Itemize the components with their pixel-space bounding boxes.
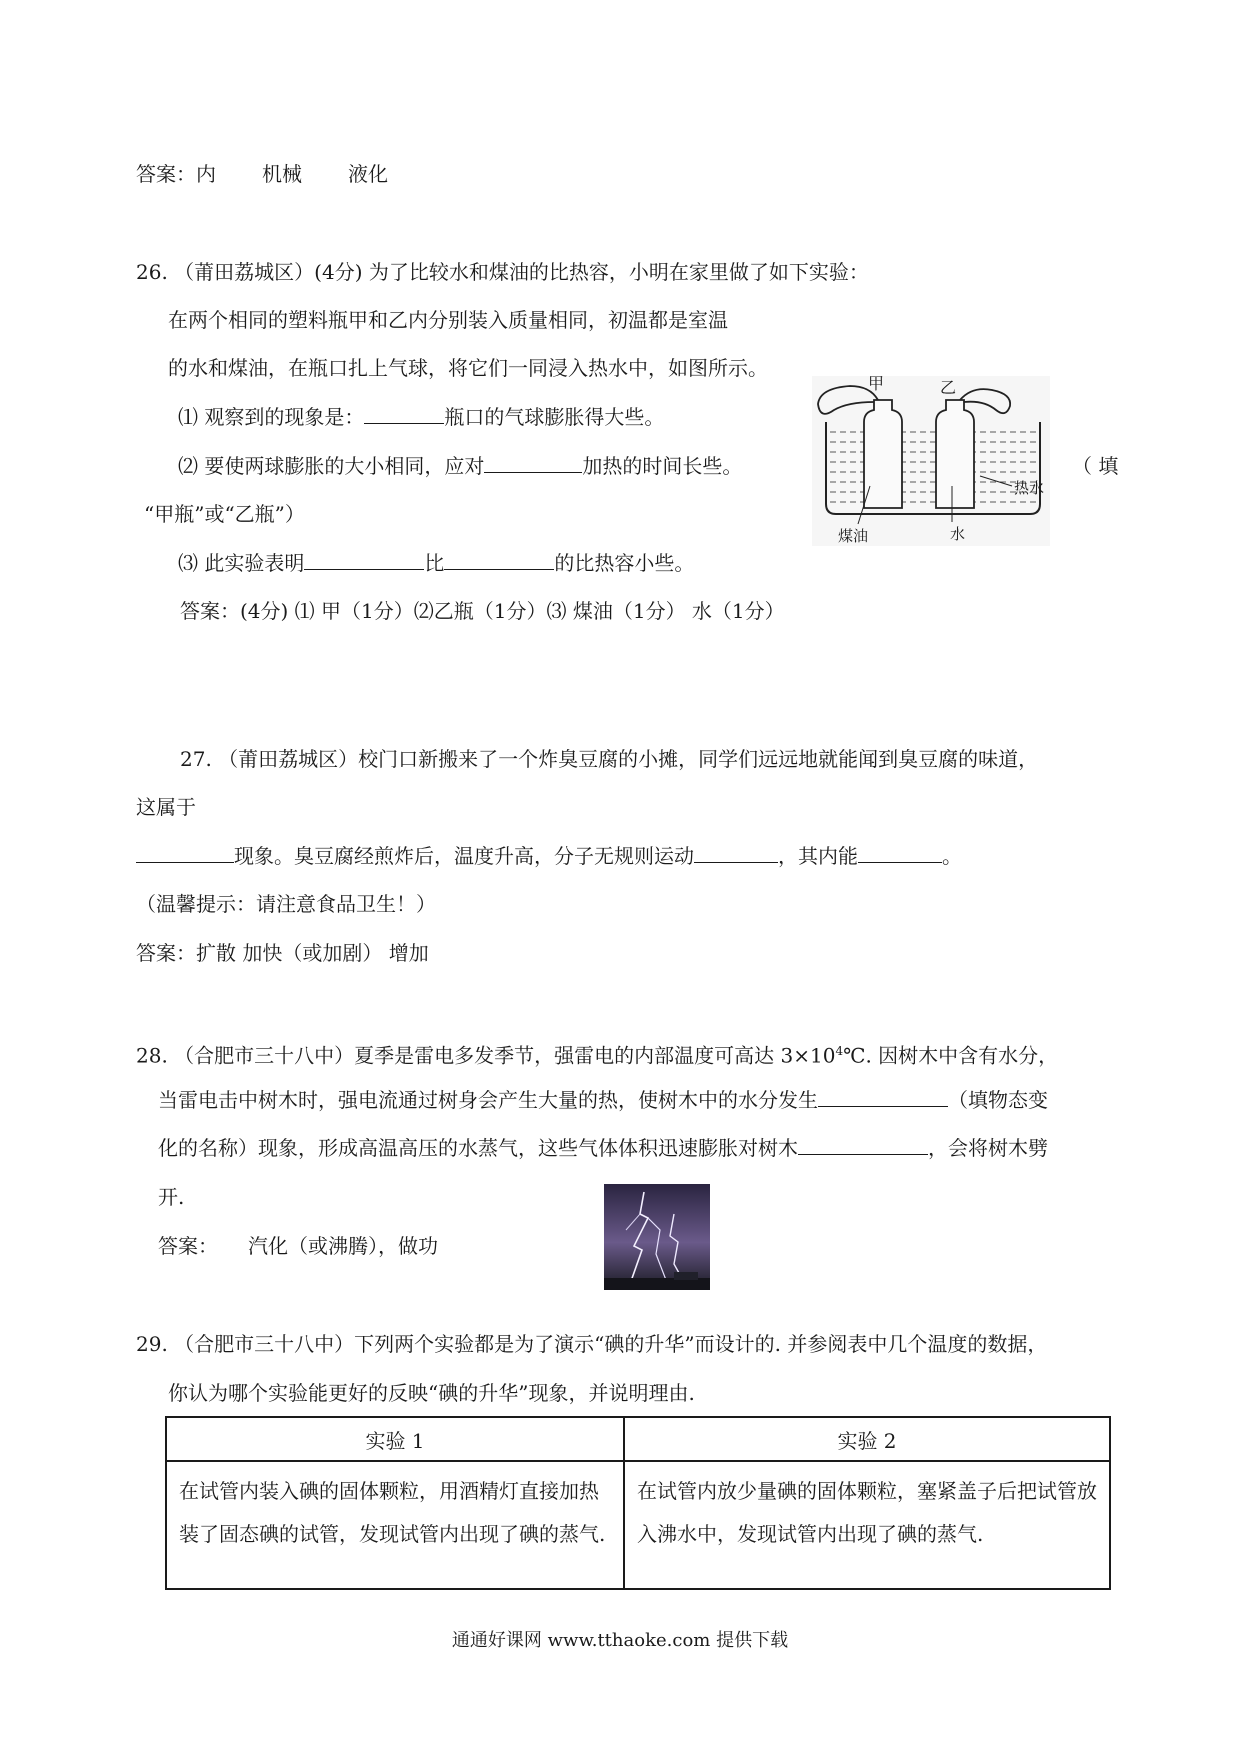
line3-part-b: ，会将树木劈 [928,1136,1048,1160]
answer-3: 液化 [348,162,388,186]
q27-tip: （温馨提示：请注意食品卫生！） [136,892,436,916]
fill-blank[interactable] [136,842,234,863]
answer-text: 汽化（或沸腾），做功 [248,1234,438,1258]
q26-sub2 [178,452,742,480]
table-header-row [166,1417,1110,1461]
q26-sub1 [178,403,664,431]
sub3-suffix: 的比热容小些。 [554,551,695,575]
table-header: 实验 1 [166,1417,624,1461]
q27-line-3 [136,842,962,870]
label-water: 水 [950,525,966,543]
label-hot-water: 热水 [1014,479,1045,497]
table-header: 实验 2 [624,1417,1110,1461]
line1-part-b: ℃. 因树木中含有水分， [843,1043,1059,1068]
q26-answer: 答案：(4分) ⑴ 甲（1分）⑵乙瓶（1分）⑶ 煤油（1分） 水（1分） [180,599,785,623]
line2-part-a: 当雷电击中树木时，强电流通过树身会产生大量的热，使树木中的水分发生 [158,1088,818,1112]
bottles-diagram [812,376,1050,546]
q28-line-4: 开. [158,1185,185,1209]
fill-blank[interactable] [364,403,444,424]
exponent: 4 [835,1044,844,1058]
label-yi: 乙 [940,378,957,397]
fill-blank[interactable] [694,842,778,863]
answer-label: 答案： [158,1234,218,1258]
sub2-suffix: 加热的时间长些。 [582,454,743,478]
sub1-prefix: ⑴ 观察到的现象是： [178,405,365,429]
fill-blank[interactable] [444,549,554,570]
line2-part-b: （填物态变 [948,1088,1048,1112]
bottles-figure [812,376,1050,546]
lightning-photo [604,1184,710,1290]
sub1-suffix: 瓶口的气球膨胀得大些。 [444,405,665,429]
answer-label: 答案： [136,162,196,186]
fill-blank[interactable] [484,452,582,473]
table-cell: 在试管内装入碘的固体颗粒，用酒精灯直接加热装了固态碘的试管，发现试管内出现了碘的蒸气. [166,1461,624,1589]
fill-blank[interactable] [818,1086,948,1107]
q25-answer [136,160,388,188]
q28-answer [158,1232,438,1260]
fill-blank[interactable] [858,842,942,863]
q29-line-2: 你认为哪个实验能更好的反映“碘的升华”现象，并说明理由. [168,1381,695,1405]
label-kerosene: 煤油 [838,527,869,545]
q26-intro-2: 的水和煤油，在瓶口扎上气球，将它们一同浸入热水中，如图所示。 [168,356,768,380]
fill-blank[interactable] [798,1134,928,1155]
q26-sub3 [178,549,694,577]
q28-line-1 [136,1037,1058,1070]
q26-intro-1: 在两个相同的塑料瓶甲和乙内分别装入质量相同，初温都是室温 [168,308,728,332]
q26-sub2-note: （ 填 [1072,454,1119,478]
label-jia: 甲 [868,374,885,393]
page-footer: 通通好课网 www.tthaoke.com 提供下载 [451,1630,789,1651]
sub2-prefix: ⑵ 要使两球膨胀的大小相同，应对 [178,454,485,478]
q26-header: 26. （莆田荔城区）(4分) 为了比较水和煤油的比热容，小明在家里做了如下实验： [136,260,869,284]
lightning-icon [604,1184,710,1290]
q28-line-2 [158,1086,1048,1114]
answer-2: 机械 [262,162,302,186]
q29-line-1: 29. （合肥市三十八中）下列两个实验都是为了演示“碘的升华”而设计的. 并参阅表中几个温度的数据， [136,1332,1048,1356]
sub3-mid: 比 [424,551,445,575]
line3-part-c: 。 [942,844,962,868]
q27-answer: 答案：扩散 加快（或加剧） 增加 [136,941,429,965]
q28-line-3 [158,1134,1048,1162]
line3-part-a: 化的名称）现象，形成高温高压的水蒸气，这些气体体积迅速膨胀对树木 [158,1136,798,1160]
experiment-table [165,1416,1111,1590]
line3-part-b: ，其内能 [778,844,858,868]
sub3-prefix: ⑶ 此实验表明 [178,551,305,575]
table-cell: 在试管内放少量碘的固体颗粒，塞紧盖子后把试管放入沸水中，发现试管内出现了碘的蒸气. [624,1461,1110,1589]
line1-part-a: 28. （合肥市三十八中）夏季是雷电多发季节，强雷电的内部温度可高达 3×10 [136,1043,836,1068]
q27-line-1: 27. （莆田荔城区）校门口新搬来了一个炸臭豆腐的小摊，同学们远远地就能闻到臭豆腐的味道， [180,747,1039,771]
table-row [166,1461,1110,1589]
q26-sub2-note-cont: “甲瓶”或“乙瓶”） [144,502,305,526]
line3-part-a: 现象。臭豆腐经煎炸后，温度升高，分子无规则运动 [234,844,694,868]
fill-blank[interactable] [304,549,424,570]
q27-line-2: 这属于 [136,795,196,819]
answer-1: 内 [196,162,216,186]
